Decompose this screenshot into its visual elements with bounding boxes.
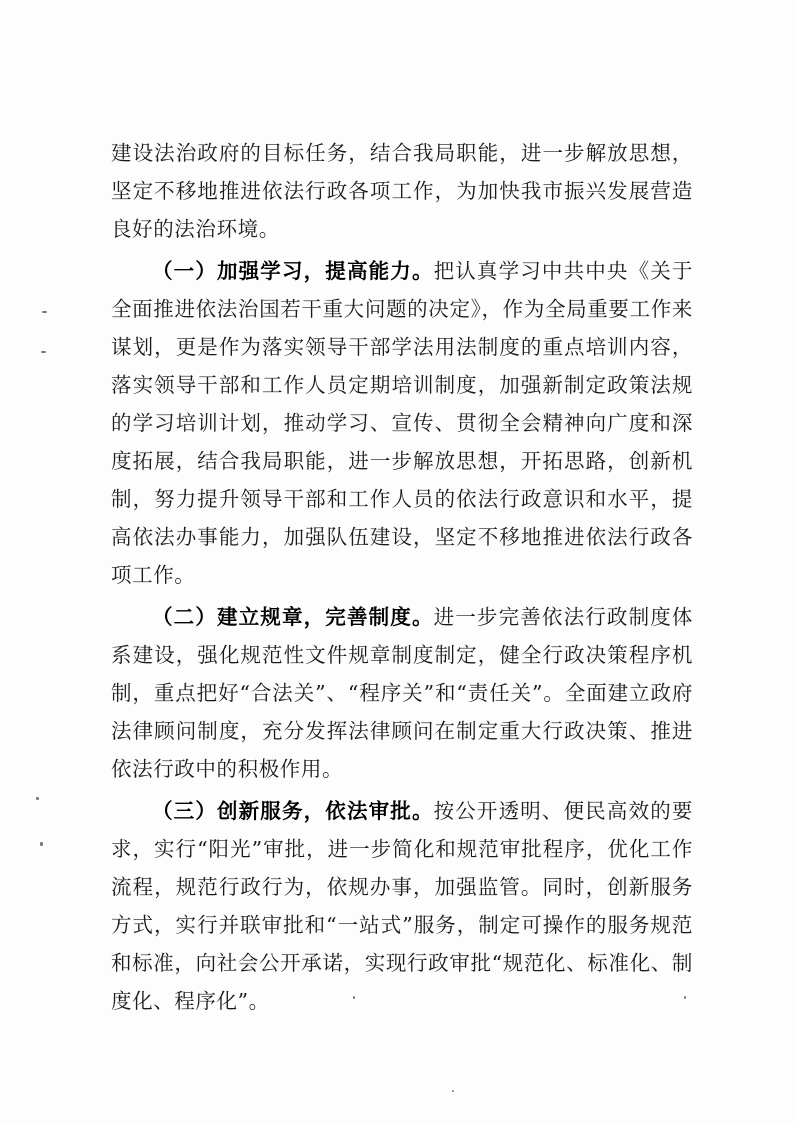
paragraph-section-1 (111, 252, 693, 594)
paragraph-section-3 (111, 792, 693, 1020)
scan-speck (36, 797, 39, 800)
scan-speck (452, 1090, 454, 1092)
paragraph-section-2 (111, 598, 693, 788)
scan-speck (42, 311, 47, 313)
document-body (111, 134, 693, 1024)
scan-speck (41, 351, 46, 353)
scan-speck (40, 842, 43, 846)
section-1-text: 把认真学习中共中央《关于全面推进依法治国若干重大问题的决定》，作为全局重要工作来谋划，更是作为落实领导干部学法用法制度的重点培训内容，落实领导干部和工作人员定期培训制度，加强新制定政策法规的学习培训计划，推动学习、宣传、贯彻全会精神向广度和深度拓展，结合我局职能，进一步解放思想，开拓思路，创新机制，努力提升领导干部和工作人员的依法行政意识和水平，提高依法办事能力，加强队伍建设，坚定不移地推进依法行政各项工作。 (111, 259, 693, 587)
section-2-heading: （二）建立规章，完善制度。 (152, 605, 434, 629)
section-2-text: 进一步完善依法行政制度体系建设，强化规范性文件规章制度制定，健全行政决策程序机制，重点把好“合法关”、“程序关”和“责任关”。全面建立政府法律顾问制度，充分发挥法律顾问在制定重大行政决策、推进依法行政中的积极作用。 (111, 605, 693, 781)
section-3-heading: （三）创新服务，依法审批。 (152, 799, 434, 823)
section-1-heading: （一）加强学习，提高能力。 (152, 259, 434, 283)
paragraph-intro (111, 134, 693, 248)
paragraph-intro-text: 建设法治政府的目标任务，结合我局职能，进一步解放思想，坚定不移地推进依法行政各项工作，为加快我市振兴发展营造良好的法治环境。 (111, 141, 693, 241)
section-3-text: 按公开透明、便民高效的要求，实行“阳光”审批，进一步简化和规范审批程序，优化工作流程，规范行政行为，依规办事，加强监管。同时，创新服务方式，实行并联审批和“一站式”服务，制定可操作的服务规范和标准，向社会公开承诺，实现行政审批“规范化、标准化、制度化、程序化”。 (111, 799, 693, 1013)
